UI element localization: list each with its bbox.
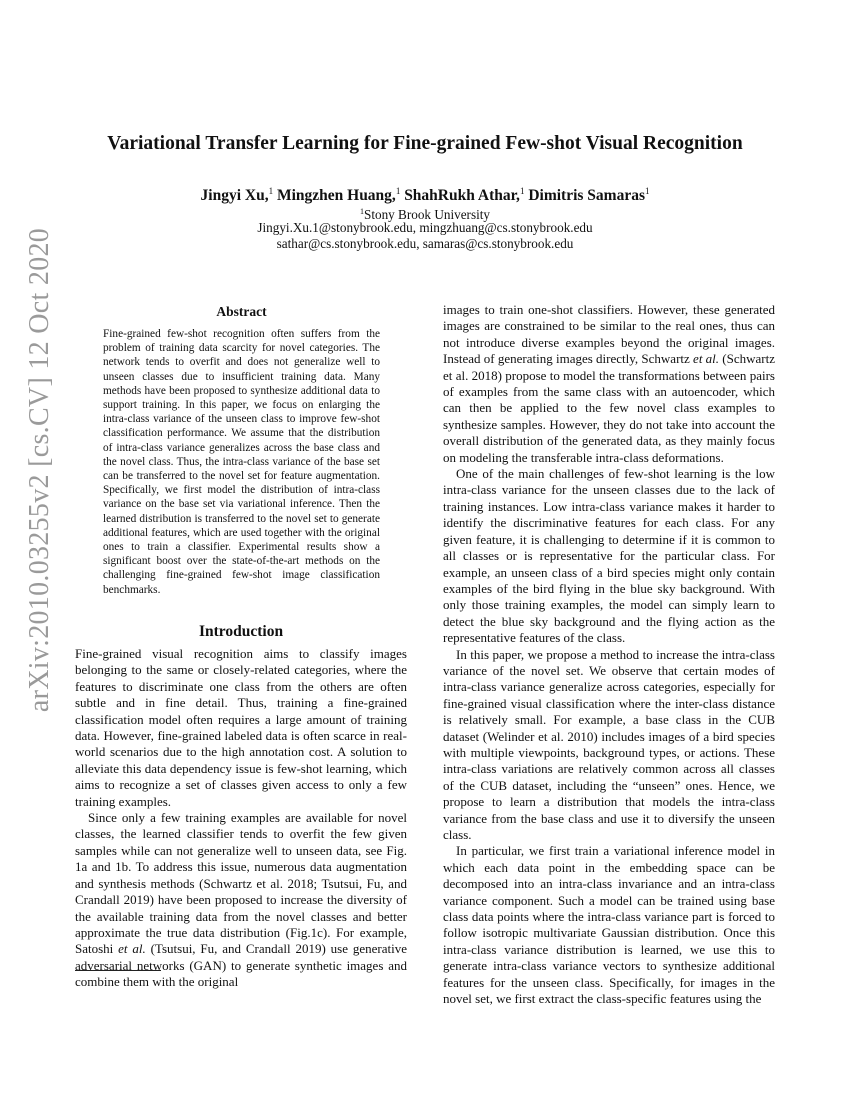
- intro-paragraph-3-italic: et al.: [693, 351, 720, 367]
- intro-paragraph-2: [75, 810, 407, 990]
- intro-paragraph-5: In this paper, we propose a method to increase the intra-class variance of the novel set. We observe that certain modes of intra-class variance generalize across categories, especially for fine-grained visual classification where the inter-class distance is relatively small. For example, a base class in the CUB dataset (Welinder et al. 2010) includes images of a bird species with multiple viewpoints, background types, or actions. These intra-class variations are relatively common across all classes of the CUB dataset, including the “unseen” ones. Hence, we propose to learn a distribution that models the intra-class variance from the base class and use it to diversify the unseen class.: [443, 646, 775, 842]
- email-line: Jingyi.Xu.1@stonybrook.edu, mingzhuang@cs.stonybrook.edu: [257, 220, 593, 235]
- arxiv-identifier-text: arXiv:2010.03255v2 [cs.CV] 12 Oct 2020: [24, 227, 55, 713]
- author-name: Mingzhen Huang,: [276, 187, 396, 204]
- intro-paragraph-2-text-b: (Tsutsui, Fu, and Crandall 2019) use generative adversarial networks (GAN) to generate synthetic images and combine them with the original: [75, 941, 407, 990]
- author-name: Jingyi Xu,: [200, 187, 269, 204]
- intro-paragraph-2-italic: et al.: [118, 941, 146, 957]
- author-name: ShahRukh Athar,: [404, 187, 520, 204]
- intro-paragraph-4: One of the main challenges of few-shot learning is the low intra-class variance for the unseen classes due to the lack of training instances. Low intra-class variance makes it harder to identify the discriminative features for each class. For any given feature, it is challenging to determine if it is common to all classes or is representative for the particular class. For example, an unseen class of a bird species might only contain examples of the bird flying in the blue sky background. With only those training examples, the model can simply learn to detect the blue sky background and the flying action as the representative features of the class.: [443, 466, 775, 646]
- author-affiliation-mark: 1: [268, 186, 274, 196]
- author-affiliation-mark: 1: [395, 186, 401, 196]
- intro-paragraph-3-text-a: images to train one-shot classifiers. However, these generated images are constrained to be similar to the real ones, thus can not introduce diverse examples beyond the original images. Instead of generating images directly, Schwartz: [443, 302, 775, 367]
- introduction-left-column: [75, 623, 407, 991]
- affiliation-mark: 1: [359, 207, 364, 216]
- intro-paragraph-2-text-a: Since only a few training examples are available for novel classes, the learned classifier tends to overfit the few given samples while can not generalize well to unseen data, see Fig. 1a and 1b. To address this issue, numerous data augmentation and synthesis methods (Schwartz et al. 2018; Tsutsui, Fu, and Crandall 2019) have been proposed to increase the diversity of the available training data from the novel classes and better approximate the true data distribution (Fig.1c). For example, Satoshi: [75, 810, 407, 957]
- paper-title: Variational Transfer Learning for Fine-grained Few-shot Visual Recognition: [107, 133, 743, 154]
- abstract-text: Fine-grained few-shot recognition often suffers from the problem of training data scarcity for novel categories. The network tends to overfit and does not generalize well to unseen classes due to insufficient training data. Many methods have been proposed to synthesize additional data to support training. In this paper, we focus on enlarging the intra-class variance of the unseen class to improve few-shot classification performance. We assume that the distribution of intra-class variance generalizes across the base class and the novel class. Thus, the intra-class variance of the base set can be transferred to the novel set for feature augmentation. Specifically, we first model the distribution of intra-class variance on the base set via variational inference. Then the learned distribution is transferred to the novel set to generate additional features, which are used together with the original ones to train a classifier. Experimental results show a significant boost over the state-of-the-art methods on the challenging fine-grained few-shot image classification benchmarks.: [103, 328, 380, 596]
- author-emails: [60, 220, 790, 252]
- author-affiliation-mark: 1: [519, 186, 525, 196]
- author-affiliation-mark: 1: [644, 186, 650, 196]
- intro-paragraph-6: In particular, we first train a variational inference model in which each data point in the embedding space can be decomposed into an intra-class invariance and an intra-class variance component. Such a model can be trained using base class data points where the intra-class variance part is forced to follow isotropic multivariate Gaussian distribution. Once this intra-class variance distribution is learned, we use this to generate intra-class variance vectors to synthesize additional features for the unseen class. Specifically, for images in the novel set, we first extract the class-specific features using the: [443, 843, 775, 1007]
- introduction-heading: Introduction: [198, 623, 284, 640]
- intro-paragraph-1: Fine-grained visual recognition aims to classify images belonging to the same or closely-related categories, where the features to discriminate one class from the others are often subtle and in fine detail. Thus, training a fine-grained classification model often requires a large amount of training data. However, fine-grained labeled data is often scarce in real-world scenarios due to the high annotation cost. A solution to alleviate this data dependency issue is few-shot learning, which aims to recognize a set of classes given access to only a few training examples.: [75, 646, 407, 809]
- author-list: [60, 181, 790, 206]
- affiliation-name: Stony Brook University: [363, 207, 490, 222]
- intro-paragraph-3: [443, 302, 775, 466]
- abstract-heading: Abstract: [216, 304, 267, 319]
- footnote-divider: [75, 970, 161, 971]
- introduction-right-column: [443, 302, 775, 1007]
- email-line: sathar@cs.stonybrook.edu, samaras@cs.stonybrook.edu: [276, 236, 574, 251]
- intro-paragraph-3-text-b: (Schwartz et al. 2018) propose to model the transformations between pairs of examples from the same class with an autoencoder, which can then be applied to the few novel class examples to synthesize samples. However, they do not take into account the overall distribution of the generated data, as they mainly focus on modeling the transferable intra-class deformations.: [443, 351, 775, 465]
- author-name: Dimitris Samaras: [528, 187, 645, 204]
- abstract-section: [103, 304, 380, 597]
